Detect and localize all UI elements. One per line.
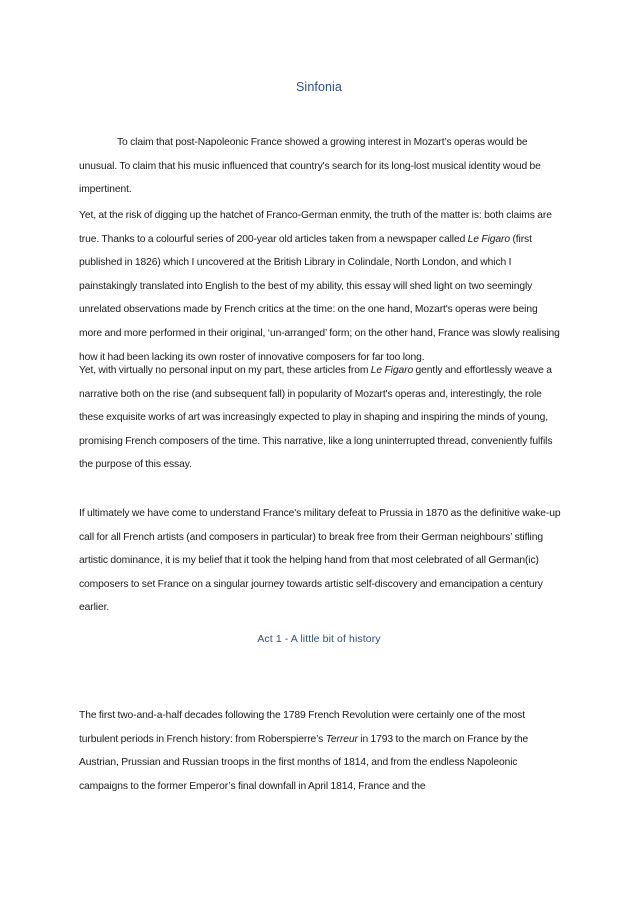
- paragraph-sources: [79, 204, 561, 369]
- paragraph-narrative-text-b: gently and effortlessly weave a narrative both on the rise (and subsequent fall) in popularity of Mozart's operas and, interestingly, the role these exquisite works of art was increasingly expected to play in shaping and inspiring the minds of young, promising French composers of the time. This narrative, like a long uninterrupted thread, conveniently fulfils the purpose of this essay.: [79, 365, 553, 471]
- document-title: Sinfonia: [296, 80, 342, 94]
- paragraph-history: [79, 704, 561, 798]
- paragraph-history-text-a: The first two-and-a-half decades following the 1789 French Revolution were certainly one of the most turbulent periods in French history: from Roberspierre’s: [79, 710, 525, 745]
- paragraph-narrative-text-a: Yet, with virtually no personal input on my part, these articles from: [79, 365, 371, 376]
- paragraph-sources-text-b: (first published in 1826) which I uncovered at the British Library in Colindale, North London, and which I painstakingly translated into English to the best of my ability, this essay will shed light on two seemingly unrelated observations made by French critics at the time: on the one hand, Mozart's operas were being more and more performed in their original, ‘un-arranged’ form; on the other hand, France was slowly realising how it had been lacking its own roster of innovative composers for far too long.: [79, 233, 560, 363]
- paragraph-narrative: [79, 359, 561, 477]
- paragraph-thesis: If ultimately we have come to understand France's military defeat to Prussia in 1870 as the definitive wake-up call for all French artists (and composers in particular) to break free from their German neighbours’ stifling artistic dominance, it is my belief that it took the helping hand from that most celebrated of all German(ic) composers to set France on a singular journey towards artistic self-discovery and emancipation a century earlier.: [79, 508, 561, 614]
- paragraph-sources-text-a: Yet, at the risk of digging up the hatchet of Franco-German enmity, the truth of the matter is: both claims are true. Thanks to a colourful series of 200-year old articles taken from a newspaper called: [79, 210, 552, 245]
- newspaper-title: Le Figaro: [467, 233, 510, 245]
- paragraph-intro: To claim that post-Napoleonic France showed a growing interest in Mozart’s operas would be unusual. To claim that his music influenced that country's search for its long-lost musical identity woud be impertinent.: [79, 137, 541, 196]
- terreur-term: Terreur: [325, 733, 358, 745]
- section-heading-act-1: Act 1 - A little bit of history: [257, 633, 381, 645]
- newspaper-title: Le Figaro: [370, 365, 414, 376]
- paragraph-history-text-b: in 1793 to the march on France by the Austrian, Prussian and Russian troops in the first months of 1814, and from the endless Napoleonic campaigns to the former Emperor’s final downfall in April 1814, France and the: [79, 733, 529, 792]
